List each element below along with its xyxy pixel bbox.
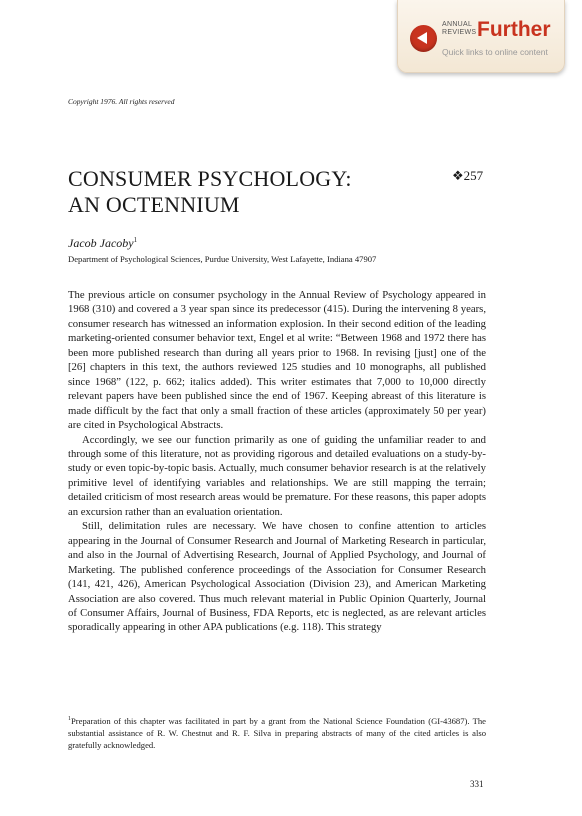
author-name: Jacob Jacoby$^1$: [68, 236, 138, 250]
footnote-text: Preparation of this chapter was facilitated in part by a grant from the National Science Foundation (GI-43687). The substantial assistance of R. W. Chestnut and R. F. Silva in preparing abstracts of many of the cited articles is also gratefully acknowledged.: [68, 715, 486, 751]
title-line-1: CONSUMER PSYCHOLOGY:: [68, 166, 352, 191]
paragraph: Accordingly, we see our function primarily as one of guiding the unfamiliar reader to and through some of this literature, not as providing rigorous and detailed evaluations on a study-by-study or even topic-by-topic basis. Actually, much consumer behavior research is at the relatively primitive level of identifying variables and relationships. We are still mapping the terrain; detailed criticism of most research areas would be premature. For these reasons, this paper adopts an excursion rather than an evaluation orientation.: [68, 433, 486, 518]
further-label: Further: [477, 18, 551, 41]
page-number: 331: [470, 779, 484, 789]
further-badge[interactable]: [397, 0, 565, 73]
annual-reviews-logo-text: ANNUAL REVIEWS: [442, 21, 477, 36]
paragraph: The previous article on consumer psychology in the Annual Review of Psychology appeared in 1968 (310) and covered a 3 year span since its predecessor (415). During the intervening 8 years, consumer research has witnessed an information explosion. In their second edition of the leading marketing-oriented consumer behavior text, Engel et al write: “Between 1968 and 1972 there has been more published research than during all years prior to 1968. In revising [just] one of the [26] chapters in this text, the authors reviewed 125 studies and 10 monographs, all published since 1968” (122, p. 662; italics added). This writer estimates that 7,000 to 10,000 directly relevant papers have been published since the end of 1967. Keeping abreast of this literature is made difficult by the fact that only a small fraction of these articles (approximately 50 per year) are cited in Psychological Abstracts.: [68, 289, 486, 432]
author-affiliation: Department of Psychological Sciences, Purdue University, West Lafayette, Indiana 47907: [68, 254, 377, 264]
footnote: [68, 713, 486, 751]
quick-links-label: Quick links to online content: [442, 47, 548, 57]
author-footnote-mark: 1: [133, 236, 138, 244]
article-body: [68, 288, 486, 635]
paragraph: Still, delimitation rules are necessary. We have chosen to confine attention to articles appearing in the Journal of Consumer Research and Journal of Marketing Research in particular, and also in the Journal of Advertising Research, Journal of Applied Psychology, and Journal of Marketing. The published conference proceedings of the Association for Consumer Research (141, 421, 426), American Psychological Association (Division 23), and American Marketing Association are also covered. Thus much relevant material in Public Opinion Quarterly, Journal of Consumer Affairs, Journal of Business, FDA Reports, etc is neglected, as are relevant articles sporadically appearing in other APA publications (e.g. 118). This strategy: [68, 520, 486, 634]
title-line-2: AN OCTENNIUM: [68, 192, 240, 217]
footnote-mark: 1: [68, 716, 71, 722]
chapter-number: ❖257: [452, 168, 484, 183]
annual-reviews-play-icon: [410, 25, 437, 52]
article-title: [68, 166, 352, 218]
copyright-notice: Copyright 1976. All rights reserved: [68, 97, 175, 106]
